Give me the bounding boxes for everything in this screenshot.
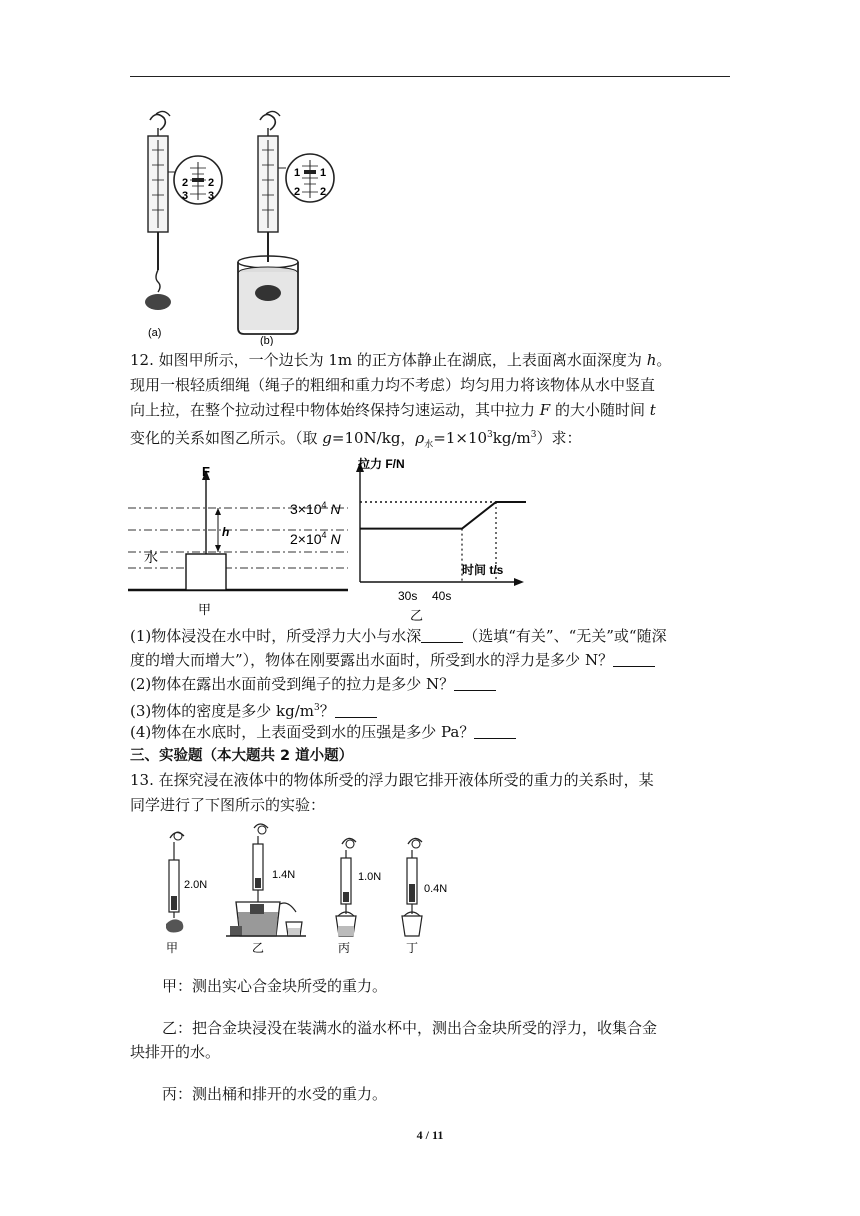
x-axis-label: 时间 t/s <box>462 563 504 577</box>
scale-jia <box>166 832 207 955</box>
tick-x-30s: 30s <box>398 589 418 603</box>
panel-a-label: (a) <box>148 327 162 339</box>
q12-line2: 现用一根轻质细绳（绳子的粗细和重力均不考虑）均匀用力将该物体从水中竖直 <box>130 376 656 394</box>
caption-exp-ding: 丁 <box>406 941 419 955</box>
step-yi-line2: 块排开的水。 <box>130 1043 221 1061</box>
label-h: h <box>222 525 230 539</box>
answer-blank-5[interactable] <box>474 724 516 739</box>
scale-a-left-3: 3 <box>182 190 189 202</box>
figure-yi-chart <box>286 452 526 622</box>
q13-line2: 同学进行了下图所示的实验： <box>130 796 326 814</box>
step-jia: 甲：测出实心合金块所受的重力。 <box>162 977 388 995</box>
caption-exp-jia: 甲 <box>166 941 179 955</box>
spring-scale-figure <box>138 110 344 346</box>
step-bing: 丙：测出桶和排开的水受的重力。 <box>162 1085 388 1103</box>
reading-jia: 2.0N <box>184 879 208 891</box>
caption-exp-yi: 乙 <box>252 941 265 955</box>
scale-a-right-2: 2 <box>208 177 215 189</box>
q12-sub3: (3)物体的密度是多少 $kg/m^3$？ <box>130 696 377 723</box>
reading-bing: 1.0N <box>358 871 382 883</box>
step-yi-line1: 乙：把合金块浸没在装满水的溢水杯中，测出合金块所受的浮力，收集合金 <box>162 1019 658 1037</box>
panel-b-label: (b) <box>260 335 274 346</box>
reading-yi: 1.4N <box>272 869 296 881</box>
tick-x-40s: 40s <box>432 589 452 603</box>
q12-sub1-line1: (1)物体浸没在水中时，所受浮力大小与水深 （选填“有关”、“无关”或“随深 <box>130 627 667 645</box>
section-heading: 三、实验题（本大题共 2 道小题） <box>130 748 354 764</box>
label-water: 水 <box>144 549 158 565</box>
q12-sub4: (4)物体在水底时，上表面受到水的压强是多少 Pa？ <box>130 720 516 744</box>
experiment-figure <box>150 822 470 962</box>
scale-b-left-2: 2 <box>294 186 301 198</box>
tick-y-high: $3\times 10^4$ N <box>290 500 341 517</box>
q12-line1: 12. 如图甲所示，一个边长为 1m 的正方体静止在湖底，上表面离水面深度为 h。 <box>130 351 672 369</box>
answer-blank-4[interactable] <box>335 703 377 718</box>
label-f: F <box>202 464 210 479</box>
scale-a-right-3: 3 <box>208 190 215 202</box>
scale-b-left-1: 1 <box>294 167 301 179</box>
scale-yi <box>226 824 306 955</box>
answer-blank-3[interactable] <box>454 676 496 691</box>
caption-yi: 乙 <box>410 608 424 622</box>
scale-a-left-2: 2 <box>182 177 189 189</box>
scale-bing <box>336 838 381 955</box>
answer-blank-1[interactable] <box>421 628 463 643</box>
page-number: 4 / 11 <box>416 1128 444 1142</box>
scale-b-right-1: 1 <box>320 167 327 179</box>
scale-ding <box>402 838 447 955</box>
series-force-line <box>360 502 526 529</box>
q12-sub1-line2: 度的增大而增大”），物体在刚要露出水面时，所受到水的浮力是多少 N？ <box>130 648 655 672</box>
answer-blank-2[interactable] <box>613 652 655 667</box>
reading-ding: 0.4N <box>424 883 448 895</box>
q13-line1: 13. 在探究浸在液体中的物体所受的浮力跟它排开液体所受的重力的关系时，某 <box>130 771 654 789</box>
scale-b-right-2: 2 <box>320 186 327 198</box>
q12-line4: 变化的关系如图乙所示。（取 g=10N/kg，$\rho_水=1\times 10^3kg/m^3$）求： <box>130 429 582 450</box>
header-rule <box>130 76 730 77</box>
tick-y-low: $2\times 10^4$ N <box>290 530 341 547</box>
caption-jia: 甲 <box>198 602 212 617</box>
q12-line3: 向上拉，在整个拉动过程中物体始终保持匀速运动，其中拉力 F 的大小随时间 t <box>130 401 656 419</box>
y-axis-label: 拉力 F/N <box>358 457 405 471</box>
q12-sub2: (2)物体在露出水面前受到绳子的拉力是多少 N？ <box>130 672 496 696</box>
caption-exp-bing: 丙 <box>338 941 351 955</box>
